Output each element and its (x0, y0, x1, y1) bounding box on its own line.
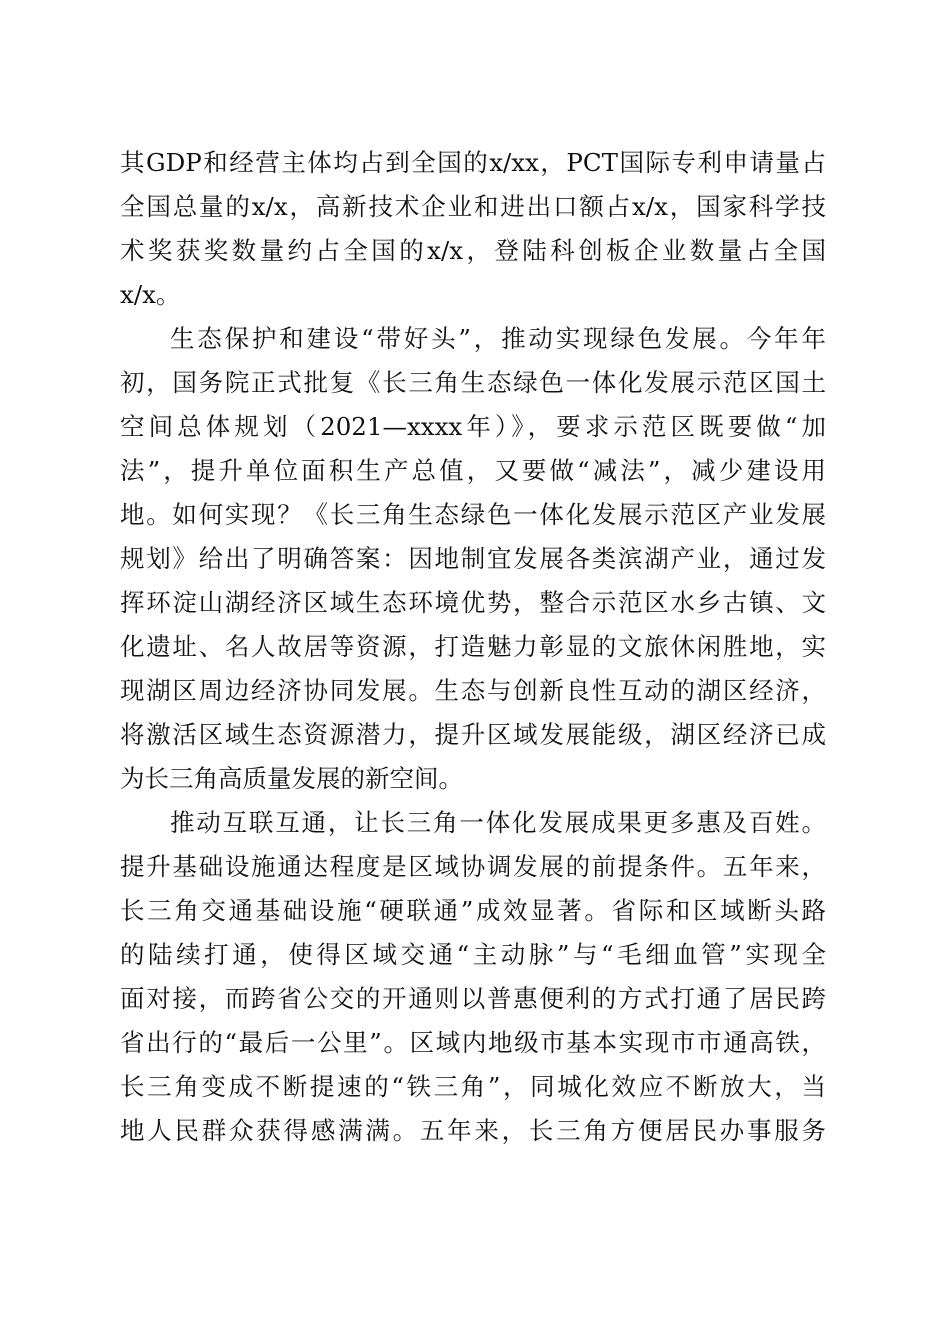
text-line: 挥环淀山湖经济区域生态环境优势，整合示范区水乡古镇、文 (120, 588, 826, 617)
text-line: 术奖获奖数量约占全国的x/x，登陆科创板企业数量占全国 (120, 236, 826, 265)
text-line: 现湖区周边经济协同发展。生态与创新良性互动的湖区经济， (120, 676, 826, 705)
paragraph-first-line: 生态保护和建设“带好头”，推动实现绿色发展。今年年 (170, 324, 826, 353)
text-line: 省出行的“最后一公里”。区域内地级市基本实现市市通高铁， (120, 1028, 826, 1057)
text-line: x/x。 (120, 280, 181, 309)
text-line: 地人民群众获得感满满。五年来，长三角方便居民办事服务 (120, 1116, 826, 1145)
text-line: 将激活区域生态资源潜力，提升区域发展能级，湖区经济已成 (120, 720, 826, 749)
text-line: 面对接，而跨省公交的开通则以普惠便利的方式打通了居民跨 (120, 984, 826, 1013)
text-line: 长三角交通基础设施“硬联通”成效显著。省际和区域断头路 (120, 896, 826, 925)
text-line: 空间总体规划（2021—xxxx年）》，要求示范区既要做“加 (120, 412, 826, 441)
text-line: 提升基础设施通达程度是区域协调发展的前提条件。五年来， (120, 852, 826, 881)
text-line: 初，国务院正式批复《长三角生态绿色一体化发展示范区国土 (120, 368, 826, 397)
text-line: 法”，提升单位面积生产总值，又要做“减法”，减少建设用 (120, 456, 826, 485)
text-line: 的陆续打通，使得区域交通“主动脉”与“毛细血管”实现全 (120, 940, 826, 969)
text-line: 全国总量的x/x，高新技术企业和进出口额占x/x，国家科学技 (120, 192, 826, 221)
text-line: 长三角变成不断提速的“铁三角”，同城化效应不断放大，当 (120, 1072, 826, 1101)
text-line: 化遗址、名人故居等资源，打造魅力彰显的文旅休闲胜地，实 (120, 632, 826, 661)
text-line: 地。如何实现？《长三角生态绿色一体化发展示范区产业发展 (120, 500, 826, 529)
paragraph-first-line: 推动互联互通，让长三角一体化发展成果更多惠及百姓。 (170, 808, 826, 837)
text-line: 其GDP和经营主体均占到全国的x/xx，PCT国际专利申请量占 (120, 148, 826, 177)
text-line: 规划》给出了明确答案：因地制宜发展各类滨湖产业，通过发 (120, 544, 826, 573)
text-line: 为长三角高质量发展的新空间。 (120, 764, 463, 793)
